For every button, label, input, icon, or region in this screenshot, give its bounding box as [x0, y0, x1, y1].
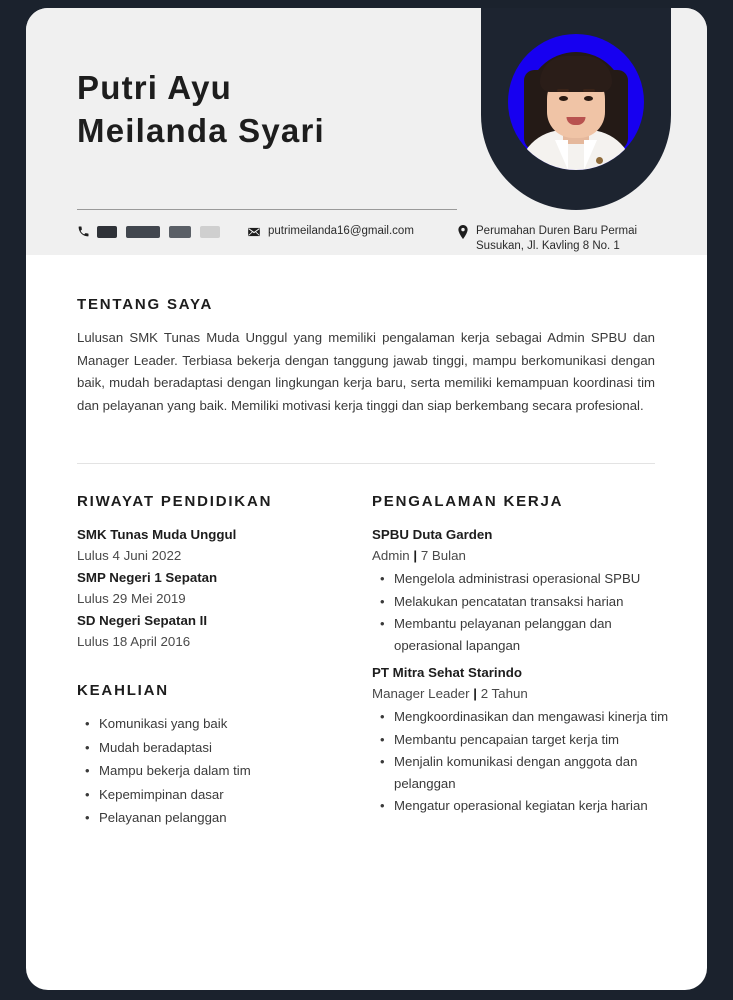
name-line-2: Meilanda Syari [77, 112, 325, 149]
phone-icon [77, 225, 90, 238]
experience-duration: 2 Tahun [480, 686, 528, 701]
skill-item: • Kepemimpinan dasar [99, 784, 332, 807]
about-section [77, 296, 655, 417]
experience-role: Manager Leader [372, 686, 470, 701]
role-duration-separator: | [469, 686, 481, 701]
experience-duty-item: • Mengatur operasional kegiatan kerja harian [394, 795, 672, 817]
experience-duty-item: • Membantu pencapaian target kerja tim [394, 729, 672, 751]
education-school: SMK Tunas Muda Unggul [77, 527, 237, 542]
education-entry [77, 567, 332, 609]
page-title [77, 66, 477, 152]
experience-duty-item: • Mengelola administrasi operasional SPBU [394, 568, 672, 590]
education-graduation: Lulus 4 Juni 2022 [77, 548, 182, 563]
profile-photo [508, 34, 644, 170]
experience-company: SPBU Duta Garden [372, 527, 493, 542]
address-lines [476, 224, 637, 254]
experience-entry [372, 524, 672, 656]
education-graduation: Lulus 29 Mei 2019 [77, 591, 186, 606]
experience-entry [372, 662, 672, 817]
address-line-2: Susukan, Jl. Kavling 8 No. 1 [476, 240, 620, 252]
header-divider [77, 209, 457, 210]
contact-row [77, 224, 677, 254]
education-graduation: Lulus 18 April 2016 [77, 634, 191, 649]
experience-duration: 7 Bulan [420, 548, 466, 563]
experience-role: Admin [372, 548, 410, 563]
about-title: TENTANG SAYA [77, 296, 214, 313]
envelope-icon [247, 225, 261, 239]
experience-role-duration [372, 683, 672, 704]
skills-list [77, 713, 332, 830]
section-divider [77, 463, 655, 464]
left-column [77, 493, 332, 836]
name-line-1: Putri Ayu [77, 69, 233, 106]
education-school: SD Negeri Sepatan II [77, 613, 208, 628]
education-entry [77, 524, 332, 566]
skill-item: • Mudah beradaptasi [99, 737, 332, 760]
education-entry [77, 610, 332, 652]
skill-item: • Komunikasi yang baik [99, 713, 332, 736]
experience-company: PT Mitra Sehat Starindo [372, 665, 522, 680]
contact-email[interactable] [247, 224, 457, 239]
photo-panel [481, 8, 671, 210]
about-text: Lulusan SMK Tunas Muda Unggul yang memiliki pengalaman kerja sebagai Admin SPBU dan Manager Leader. Terbiasa bekerja dengan tanggung jawab tinggi, mampu berkomunikasi dengan baik, mudah beradaptasi dengan lingkungan kerja baru, serta memiliki kemampuan koordinasi tim dan pelayanan yang baik. Memiliki motivasi kerja tinggi dan siap berkembang secara profesional. [77, 330, 655, 413]
experience-duty-item: • Mengkoordinasikan dan mengawasi kinerja tim [394, 706, 672, 728]
skills-title: KEAHLIAN [77, 682, 169, 699]
skill-item: • Mampu bekerja dalam tim [99, 760, 332, 783]
experience-entries [372, 524, 672, 817]
map-pin-icon [457, 225, 469, 239]
experience-title: PENGALAMAN KERJA [372, 493, 564, 510]
education-section [77, 493, 332, 652]
phone-number-redacted [97, 226, 220, 238]
address-line-1: Perumahan Duren Baru Permai [476, 225, 638, 237]
contact-phone [77, 224, 247, 238]
resume-card [26, 8, 707, 990]
experience-role-duration [372, 545, 672, 566]
experience-duty-item: • Membantu pelayanan pelanggan dan operasional lapangan [394, 613, 672, 656]
contact-address [457, 224, 672, 254]
experience-duty-item: • Menjalin komunikasi dengan anggota dan pelanggan [394, 751, 672, 794]
content-columns [77, 493, 677, 836]
right-column [372, 493, 672, 836]
role-duration-separator: | [409, 548, 421, 563]
experience-duty-list [372, 706, 672, 817]
experience-duty-item: • Melakukan pencatatan transaksi harian [394, 591, 672, 613]
education-title: RIWAYAT PENDIDIKAN [77, 493, 273, 510]
experience-duty-list [372, 568, 672, 656]
education-school: SMP Negeri 1 Sepatan [77, 570, 218, 585]
skill-item: • Pelayanan pelanggan [99, 807, 332, 830]
email-value: putrimeilanda16@gmail.com [268, 225, 414, 237]
skills-section [77, 682, 332, 830]
education-entries [77, 524, 332, 652]
